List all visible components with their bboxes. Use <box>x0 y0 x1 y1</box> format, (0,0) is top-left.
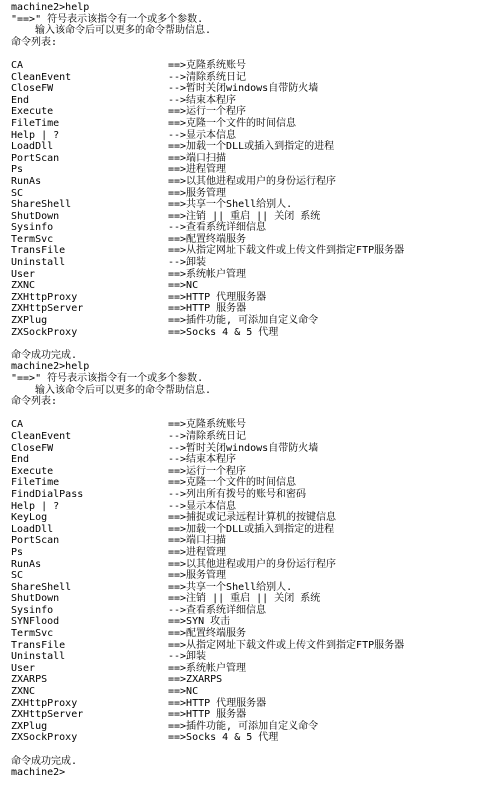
command-name: FindDialPass <box>11 488 84 500</box>
blank-line <box>11 338 491 350</box>
command-name: ZXSockProxy <box>11 326 78 338</box>
command-row <box>11 593 491 605</box>
command-description: ==>以其他进程或用户的身份运行程序 <box>168 558 337 570</box>
command-description: ==>Socks 4 & 5 代理 <box>168 732 279 744</box>
command-description: ==>系统帐户管理 <box>168 268 247 280</box>
command-name: Sysinfo <box>11 604 54 616</box>
command-description: ==>克隆系统账号 <box>168 59 247 71</box>
console-output[interactable] <box>11 2 491 810</box>
command-row <box>11 419 491 431</box>
command-name: ZXPlug <box>11 315 48 327</box>
command-description: ==>Socks 4 & 5 代理 <box>168 326 279 338</box>
command-description: ==>NC <box>168 686 199 698</box>
command-name: TermSvc <box>11 628 54 640</box>
command-row <box>11 709 491 721</box>
command-name: SC <box>11 570 24 582</box>
command-row <box>11 732 491 744</box>
command-row <box>11 535 491 547</box>
command-list-header: 命令列表: <box>11 396 58 408</box>
command-row <box>11 72 491 84</box>
command-name: SYNFlood <box>11 616 60 628</box>
command-name: TransFile <box>11 245 66 257</box>
command-name: ShareShell <box>11 581 72 593</box>
command-row <box>11 512 491 524</box>
command-row <box>11 315 491 327</box>
command-description: -->暂时关闭windows自带防火墙 <box>168 83 319 95</box>
command-row <box>11 663 491 675</box>
command-row <box>11 616 491 628</box>
command-name: LoadDll <box>11 523 54 535</box>
command-name: CA <box>11 59 24 71</box>
command-description: ==>HTTP 服务器 <box>168 303 247 315</box>
command-row <box>11 153 491 165</box>
command-row <box>11 489 491 501</box>
command-description: -->显示本信息 <box>168 500 237 512</box>
command-name: RunAs <box>11 175 42 187</box>
command-row <box>11 628 491 640</box>
command-name: KeyLog <box>11 512 48 524</box>
command-name: FileTime <box>11 117 60 129</box>
command-description: ==>运行一个程序 <box>168 106 247 118</box>
command-row <box>11 176 491 188</box>
command-description: ==>端口扫描 <box>168 152 227 164</box>
command-description: ==>注销 || 重启 || 关闭 系统 <box>168 210 321 222</box>
command-name: Ps <box>11 546 24 558</box>
command-description: -->结束本程序 <box>168 454 237 466</box>
command-row <box>11 570 491 582</box>
command-row <box>11 466 491 478</box>
command-list <box>11 419 491 744</box>
status-message: 命令成功完成. <box>11 349 78 361</box>
command-row <box>11 95 491 107</box>
help-note: 输入该命令后可以更多的命令帮助信息. <box>35 384 212 396</box>
command-row <box>11 222 491 234</box>
command-name: Uninstall <box>11 651 66 663</box>
command-name: TransFile <box>11 639 66 651</box>
command-row <box>11 559 491 571</box>
command-row <box>11 130 491 142</box>
help-note: "==>" 符号表示该指令有一个或多个参数. <box>11 13 204 25</box>
command-row <box>11 443 491 455</box>
command-name: ZXSockProxy <box>11 732 78 744</box>
command-name: TermSvc <box>11 233 54 245</box>
command-name: ShutDown <box>11 593 60 605</box>
command-description: -->暂时关闭windows自带防火墙 <box>168 442 319 454</box>
command-description: ==>ZXARPS <box>168 674 223 686</box>
command-description: ==>系统帐户管理 <box>168 662 247 674</box>
command-name: ShareShell <box>11 199 72 211</box>
command-name: Help | ? <box>11 129 60 141</box>
command-row <box>11 651 491 663</box>
command-name: User <box>11 268 36 280</box>
command-name: LoadDll <box>11 141 54 153</box>
command-description: ==>运行一个程序 <box>168 465 247 477</box>
command-description: -->显示本信息 <box>168 129 237 141</box>
command-description: ==>配置终端服务 <box>168 233 247 245</box>
command-list-header: 命令列表: <box>11 36 58 48</box>
command-list <box>11 60 491 338</box>
command-description: ==>克隆一个文件的时间信息 <box>168 117 297 129</box>
command-name: ZXHttpProxy <box>11 697 78 709</box>
command-name: RunAs <box>11 558 42 570</box>
command-description: ==>克隆一个文件的时间信息 <box>168 477 297 489</box>
command-description: -->卸装 <box>168 651 207 663</box>
command-name: CloseFW <box>11 442 54 454</box>
command-description: ==>加载一个DLL或插入到指定的进程 <box>168 523 335 535</box>
command-name: Help | ? <box>11 500 60 512</box>
command-description: ==>NC <box>168 280 199 292</box>
command-name: PortScan <box>11 535 60 547</box>
command-row <box>11 257 491 269</box>
command-row <box>11 640 491 652</box>
command-description: ==>端口扫描 <box>168 535 227 547</box>
blank-line <box>11 48 491 60</box>
command-row <box>11 106 491 118</box>
command-name: Execute <box>11 465 54 477</box>
help-note: 输入该命令后可以更多的命令帮助信息. <box>35 25 212 37</box>
command-description: ==>共享一个Shell给别人. <box>168 199 293 211</box>
command-row <box>11 524 491 536</box>
command-description: -->卸装 <box>168 257 207 269</box>
command-row <box>11 280 491 292</box>
command-row <box>11 211 491 223</box>
command-row <box>11 454 491 466</box>
command-description: ==>进程管理 <box>168 546 227 558</box>
command-description: ==>服务管理 <box>168 570 227 582</box>
command-row <box>11 199 491 211</box>
command-description: ==>SYN 攻击 <box>168 616 231 628</box>
command-description: -->结束本程序 <box>168 94 237 106</box>
command-description: ==>以其他进程或用户的身份运行程序 <box>168 175 337 187</box>
command-row <box>11 292 491 304</box>
command-description: ==>配置终端服务 <box>168 628 247 640</box>
command-name: End <box>11 94 30 106</box>
command-description: ==>插件功能, 可添加自定义命令 <box>168 720 319 732</box>
input-prompt[interactable]: machine2> <box>11 767 66 779</box>
command-row <box>11 501 491 513</box>
command-description: -->查看系统详细信息 <box>168 222 267 234</box>
command-name: PortScan <box>11 152 60 164</box>
command-row <box>11 245 491 257</box>
command-name: End <box>11 454 30 466</box>
command-row <box>11 686 491 698</box>
command-name: Uninstall <box>11 257 66 269</box>
command-description: ==>克隆系统账号 <box>168 419 247 431</box>
command-name: CA <box>11 419 24 431</box>
command-row <box>11 303 491 315</box>
command-description: ==>HTTP 代理服务器 <box>168 697 267 709</box>
status-message: 命令成功完成. <box>11 755 78 767</box>
command-name: CloseFW <box>11 83 54 95</box>
command-description: ==>HTTP 服务器 <box>168 709 247 721</box>
command-description: -->清除系统日记 <box>168 430 247 442</box>
blank-line <box>11 744 491 756</box>
command-description: -->列出所有拨号的账号和密码 <box>168 488 307 500</box>
command-row <box>11 269 491 281</box>
command-description: ==>共享一个Shell给别人. <box>168 581 293 593</box>
command-row <box>11 188 491 200</box>
command-name: ZXARPS <box>11 674 48 686</box>
command-name: ZXPlug <box>11 720 48 732</box>
blank-line <box>11 408 491 420</box>
command-description: -->查看系统详细信息 <box>168 604 267 616</box>
command-row <box>11 234 491 246</box>
command-name: User <box>11 662 36 674</box>
command-description: ==>注销 || 重启 || 关闭 系统 <box>168 593 321 605</box>
command-row <box>11 431 491 443</box>
command-name: ZXNC <box>11 280 36 292</box>
command-name: ZXHttpProxy <box>11 291 78 303</box>
command-description: ==>插件功能, 可添加自定义命令 <box>168 315 319 327</box>
command-description: ==>从指定网址下载文件或上传文件到指定FTP服务器 <box>168 639 405 651</box>
command-description: ==>进程管理 <box>168 164 227 176</box>
command-row <box>11 327 491 339</box>
command-row <box>11 721 491 733</box>
command-name: ShutDown <box>11 210 60 222</box>
command-name: CleanEvent <box>11 71 72 83</box>
command-row <box>11 141 491 153</box>
command-name: Sysinfo <box>11 222 54 234</box>
prompt-line: machine2>help <box>11 2 90 13</box>
command-name: Ps <box>11 164 24 176</box>
command-row <box>11 83 491 95</box>
command-name: CleanEvent <box>11 430 72 442</box>
command-name: SC <box>11 187 24 199</box>
command-name: Execute <box>11 106 54 118</box>
command-row <box>11 674 491 686</box>
command-row <box>11 582 491 594</box>
command-name: ZXHttpServer <box>11 303 84 315</box>
command-description: ==>从指定网址下载文件或上传文件到指定FTP服务器 <box>168 245 405 257</box>
command-description: -->清除系统日记 <box>168 71 247 83</box>
command-row <box>11 164 491 176</box>
command-name: FileTime <box>11 477 60 489</box>
command-row <box>11 477 491 489</box>
command-description: ==>捕捉或记录远程计算机的按键信息 <box>168 512 337 524</box>
command-row <box>11 605 491 617</box>
command-row <box>11 547 491 559</box>
command-row <box>11 118 491 130</box>
help-note: "==>" 符号表示该指令有一个或多个参数. <box>11 373 204 384</box>
command-description: ==>HTTP 代理服务器 <box>168 291 267 303</box>
command-description: ==>服务管理 <box>168 187 227 199</box>
command-row <box>11 60 491 72</box>
command-row <box>11 698 491 710</box>
command-name: ZXNC <box>11 686 36 698</box>
prompt-line: machine2>help <box>11 361 90 373</box>
command-description: ==>加载一个DLL或插入到指定的进程 <box>168 141 335 153</box>
command-name: ZXHttpServer <box>11 709 84 721</box>
